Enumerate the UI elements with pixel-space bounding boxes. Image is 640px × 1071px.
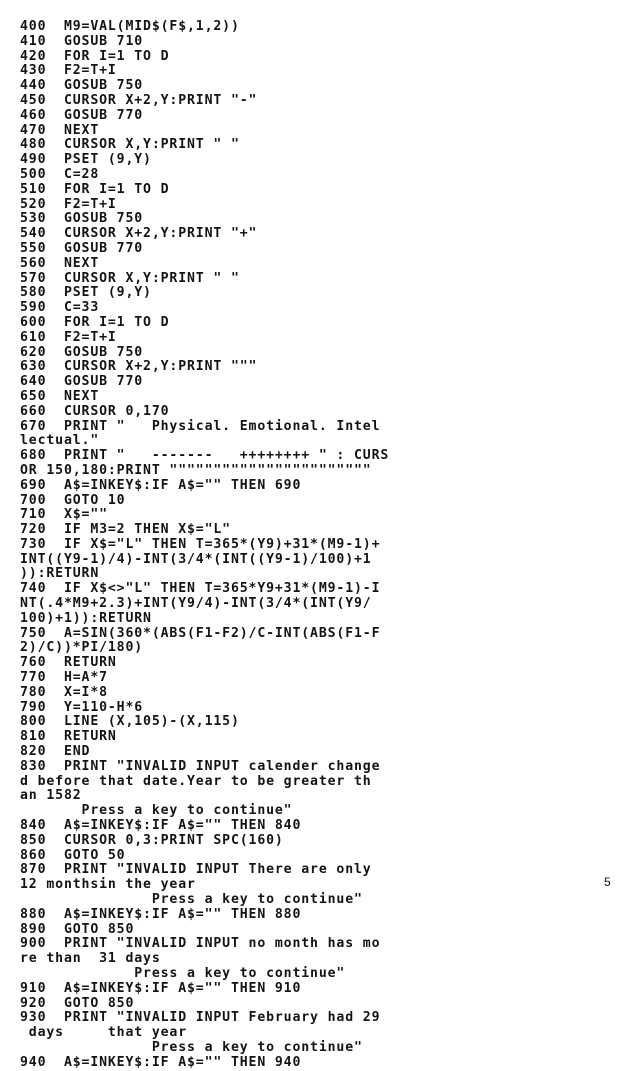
code-line: 730 IF X$="L" THEN T=365*(Y9)+31*(M9-1)+ [20, 536, 381, 552]
code-line: 820 END [20, 744, 91, 760]
code-line: 830 PRINT "INVALID INPUT calender change [20, 758, 381, 774]
code-line: 500 C=28 [20, 166, 100, 182]
code-line: 920 GOTO 850 [20, 995, 135, 1011]
code-line: 680 PRINT " ------- ++++++++ " : CURS [20, 448, 390, 464]
code-line: 800 LINE (X,105)-(X,115) [20, 714, 240, 730]
code-line: 440 GOSUB 750 [20, 78, 144, 94]
code-line: 410 GOSUB 710 [20, 33, 144, 49]
code-line: 610 F2=T+I [20, 329, 117, 345]
code-line: 760 RETURN [20, 655, 117, 671]
code-line: 400 M9=VAL(MID$(F$,1,2)) [20, 19, 240, 34]
code-line: 420 FOR I=1 TO D [20, 48, 170, 64]
code-line: 910 A$=INKEY$:IF A$="" THEN 910 [20, 980, 302, 996]
code-line: 550 GOSUB 770 [20, 240, 144, 256]
code-line: NT(.4*M9+2.3)+INT(Y9/4)-INT(3/4*(INT(Y9/ [20, 596, 372, 612]
code-line: Press a key to continue" [20, 966, 346, 981]
code-line: 810 RETURN [20, 729, 117, 745]
code-line: 620 GOSUB 750 [20, 344, 144, 360]
code-line: re than 31 days [20, 951, 161, 967]
code-line: INT((Y9-1)/4)-INT(3/4*(INT((Y9-1)/100)+1 [20, 551, 372, 567]
code-line: 690 A$=INKEY$:IF A$="" THEN 690 [20, 477, 302, 493]
code-line: Press a key to continue" [20, 1039, 363, 1055]
code-line: 780 X=I*8 [20, 684, 108, 700]
code-line: 890 GOTO 850 [20, 921, 135, 937]
code-line: 940 A$=INKEY$:IF A$="" THEN 940 [20, 1054, 302, 1070]
code-line: )):RETURN [20, 566, 100, 582]
code-line: 470 NEXT [20, 122, 100, 138]
code-line: 530 GOSUB 750 [20, 211, 144, 227]
code-line: 870 PRINT "INVALID INPUT There are only [20, 862, 372, 878]
code-line: 720 IF M3=2 THEN X$="L" [20, 522, 231, 538]
code-line: 790 Y=110-H*6 [20, 699, 144, 715]
code-line: d before that date.Year to be greater th [20, 773, 372, 789]
code-line: 670 PRINT " Physical. Emotional. Intel [20, 418, 381, 434]
code-line: Press a key to continue" [20, 892, 363, 908]
code-line: 740 IF X$<>"L" THEN T=365*Y9+31*(M9-1)-I [20, 581, 381, 597]
code-line: 850 CURSOR 0,3:PRINT SPC(160) [20, 832, 284, 848]
code-line: 450 CURSOR X+2,Y:PRINT "-" [20, 92, 258, 108]
code-line: 660 CURSOR 0,170 [20, 403, 170, 419]
code-line: 100)+1)):RETURN [20, 610, 152, 626]
code-line: 840 A$=INKEY$:IF A$="" THEN 840 [20, 818, 302, 834]
code-line: 12 monthsin the year [20, 877, 196, 893]
page-number: 5 [604, 875, 611, 889]
code-line: OR 150,180:PRINT """"""""""""""""""""""" [20, 462, 372, 478]
code-line: 480 CURSOR X,Y:PRINT " " [20, 137, 240, 153]
code-line: 560 NEXT [20, 255, 100, 271]
code-line: 600 FOR I=1 TO D [20, 314, 170, 330]
program-listing [20, 20, 620, 1071]
code-line: 520 F2=T+I [20, 196, 117, 212]
code-line: 700 GOTO 10 [20, 492, 126, 508]
code-line: 640 GOSUB 770 [20, 374, 144, 390]
code-line: 750 A=SIN(360*(ABS(F1-F2)/C-INT(ABS(F1-F [20, 625, 381, 641]
code-line: 540 CURSOR X+2,Y:PRINT "+" [20, 226, 258, 242]
code-line: 490 PSET (9,Y) [20, 152, 152, 168]
code-line: 650 NEXT [20, 388, 100, 404]
code-line: 590 C=33 [20, 300, 100, 316]
code-line: 430 F2=T+I [20, 63, 117, 79]
code-line: 880 A$=INKEY$:IF A$="" THEN 880 [20, 906, 302, 922]
code-line: 930 PRINT "INVALID INPUT February had 29 [20, 1010, 381, 1026]
code-line: an 1582 [20, 788, 82, 804]
code-line: 510 FOR I=1 TO D [20, 181, 170, 197]
code-line: 2)/C))*PI/180) [20, 640, 144, 656]
code-line: lectual." [20, 433, 100, 449]
code-line: 570 CURSOR X,Y:PRINT " " [20, 270, 240, 286]
code-line: 860 GOTO 50 [20, 847, 126, 863]
code-line: 630 CURSOR X+2,Y:PRINT """ [20, 359, 258, 375]
code-line: 710 X$="" [20, 507, 108, 523]
code-line: 580 PSET (9,Y) [20, 285, 152, 301]
code-line: 900 PRINT "INVALID INPUT no month has mo [20, 936, 381, 952]
code-line: 770 H=A*7 [20, 670, 108, 686]
code-line: 460 GOSUB 770 [20, 107, 144, 123]
code-line: days that year [20, 1025, 188, 1041]
code-line: Press a key to continue" [20, 803, 293, 819]
